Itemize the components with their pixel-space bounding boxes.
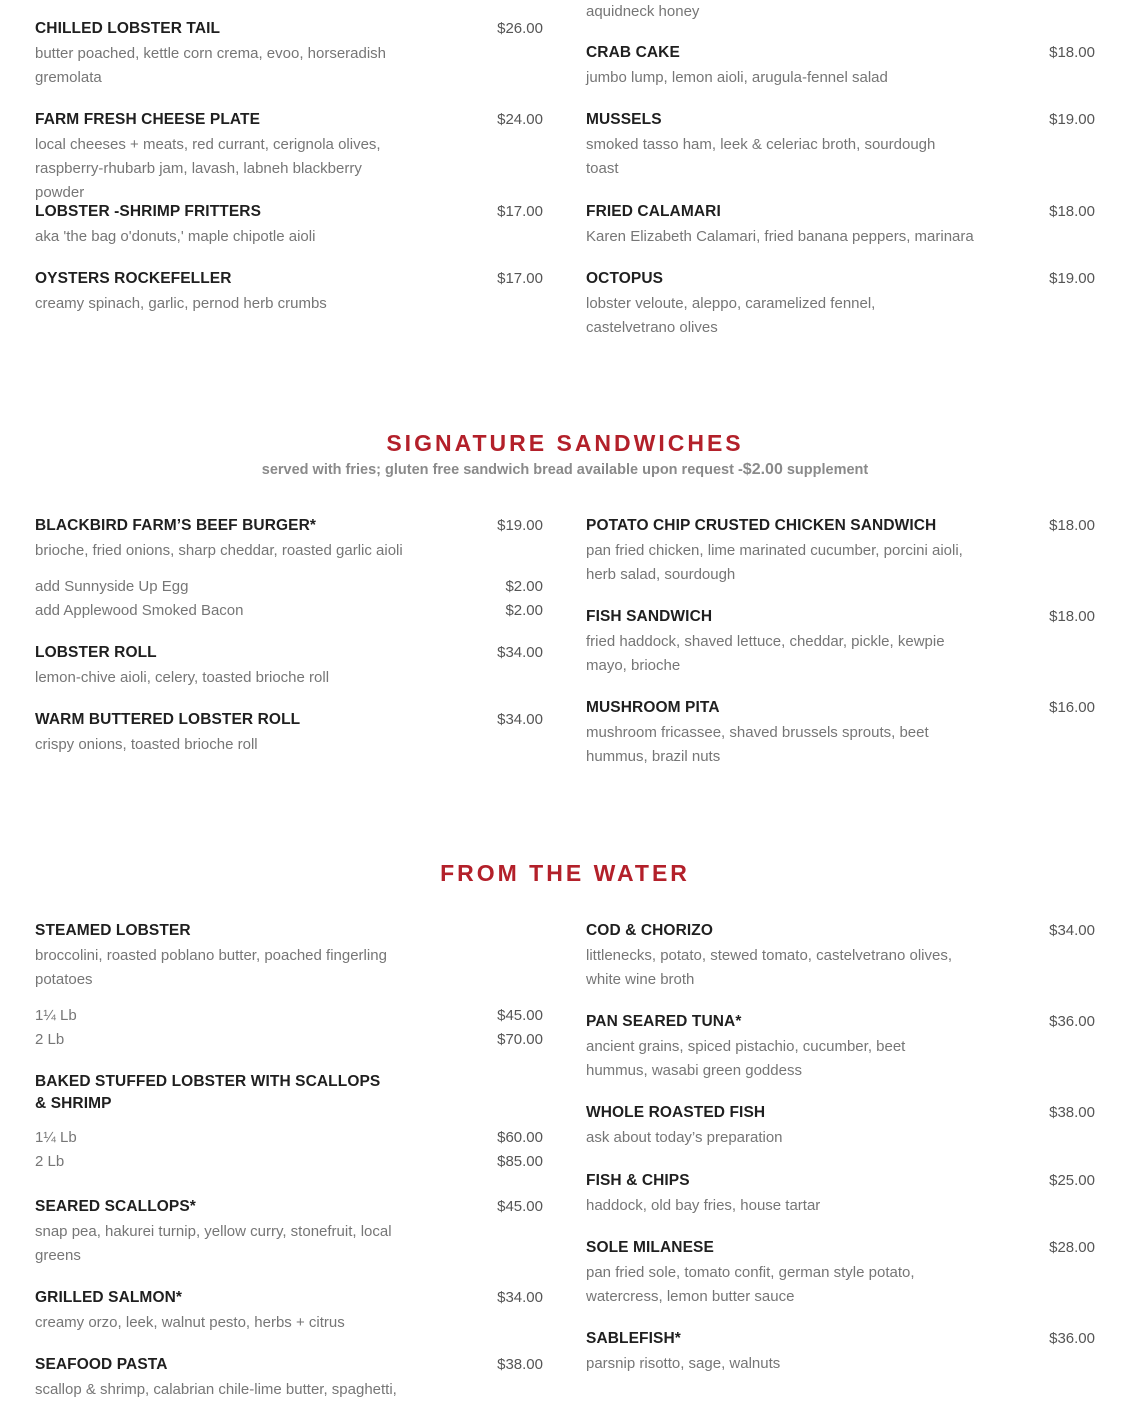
item-option [35, 1004, 543, 1028]
option-price: $85.00 [497, 1153, 543, 1170]
item-price: $36.00 [1049, 1013, 1095, 1030]
menu-item [35, 109, 543, 205]
menu-item [586, 1170, 1095, 1218]
item-name: WHOLE ROASTED FISH [586, 1104, 766, 1121]
menu-item [35, 920, 543, 1052]
item-price: $16.00 [1049, 699, 1095, 716]
item-price: $24.00 [497, 111, 543, 128]
item-price: $25.00 [1049, 1172, 1095, 1189]
item-description: smoked tasso ham, leek & celeriac broth, sourdough toast [586, 136, 936, 177]
item-description: littlenecks, potato, stewed tomato, castelvetrano olives, white wine broth [586, 947, 953, 988]
section-subtitle-sandwiches [0, 461, 1130, 479]
menu-item [586, 515, 1095, 587]
option-label: 2 Lb [35, 1031, 65, 1048]
subtitle-text: served with fries; gluten free sandwich bread available upon request - [261, 462, 743, 478]
item-description: haddock, old bay fries, house tartar [586, 1197, 821, 1214]
menu-item [586, 42, 1095, 90]
menu-item [586, 606, 1095, 678]
menu-item [35, 642, 543, 690]
item-name: FISH SANDWICH [586, 608, 713, 625]
item-description: creamy orzo, leek, walnut pesto, herbs + citrus [35, 1314, 345, 1331]
menu-item [586, 920, 1095, 992]
menu-item [586, 268, 1095, 340]
item-price: $19.00 [1049, 111, 1095, 128]
item-price: $18.00 [1049, 608, 1095, 625]
item-description-fragment: aquidneck honey [586, 3, 700, 20]
item-description: crispy onions, toasted brioche roll [35, 736, 258, 753]
item-description: local cheeses + meats, red currant, cerignola olives, raspberry-rhubarb jam, lavash, labneh blackberry powder [35, 136, 381, 201]
item-description: pan fried sole, tomato confit, german style potato, watercress, lemon butter sauce [586, 1264, 915, 1305]
item-description: ancient grains, spiced pistachio, cucumber, beet hummus, wasabi green goddess [586, 1038, 906, 1079]
subtitle-price: $2.00 [742, 461, 783, 478]
item-description: lemon-chive aioli, celery, toasted brioche roll [35, 669, 330, 686]
item-description: aka 'the bag o'donuts,' maple chipotle aioli [35, 228, 316, 245]
item-name: CHILLED LOBSTER TAIL [35, 20, 221, 37]
item-description: parsnip risotto, sage, walnuts [586, 1355, 781, 1372]
item-name: SABLEFISH* [586, 1330, 681, 1347]
item-description: ask about today’s preparation [586, 1129, 783, 1146]
menu-item [35, 1071, 543, 1174]
item-price: $18.00 [1049, 517, 1095, 534]
option-price: $60.00 [497, 1129, 543, 1146]
option-label: add Applewood Smoked Bacon [35, 602, 244, 619]
item-option [35, 1028, 543, 1052]
item-name: MUSSELS [586, 111, 662, 128]
menu-item [35, 1196, 543, 1268]
item-name: POTATO CHIP CRUSTED CHICKEN SANDWICH [586, 517, 937, 534]
item-option [35, 599, 543, 623]
item-description: jumbo lump, lemon aioli, arugula-fennel salad [586, 69, 888, 86]
menu-item [586, 1328, 1095, 1376]
item-name: BLACKBIRD FARM’S BEEF BURGER* [35, 517, 317, 534]
item-description: butter poached, kettle corn crema, evoo, horseradish gremolata [35, 45, 387, 86]
item-description: Karen Elizabeth Calamari, fried banana peppers, marinara [586, 228, 974, 245]
item-description: broccolini, roasted poblano butter, poached fingerling potatoes [35, 947, 387, 988]
section-title-water: FROM THE WATER [440, 860, 690, 886]
menu-item [35, 709, 543, 757]
item-description: snap pea, hakurei turnip, yellow curry, stonefruit, local greens [35, 1223, 392, 1264]
item-price: $34.00 [497, 711, 543, 728]
option-label: add Sunnyside Up Egg [35, 578, 189, 595]
item-description: mushroom fricassee, shaved brussels sprouts, beet hummus, brazil nuts [586, 724, 929, 765]
menu-item [586, 201, 1095, 249]
item-price: $45.00 [497, 1198, 543, 1215]
item-name: SEAFOOD PASTA [35, 1356, 168, 1373]
menu-item [586, 1237, 1095, 1309]
item-name: LOBSTER ROLL [35, 644, 157, 661]
menu-item [586, 1011, 1095, 1083]
item-description: brioche, fried onions, sharp cheddar, roasted garlic aioli [35, 542, 403, 559]
item-name: GRILLED SALMON* [35, 1289, 183, 1306]
option-label: 2 Lb [35, 1153, 65, 1170]
item-option [35, 1126, 543, 1150]
section-title-sandwiches: SIGNATURE SANDWICHES [386, 430, 744, 456]
item-price: $18.00 [1049, 203, 1095, 220]
item-description: pan fried chicken, lime marinated cucumber, porcini aioli, herb salad, sourdough [586, 542, 963, 583]
item-price: $36.00 [1049, 1330, 1095, 1347]
item-description: lobster veloute, aleppo, caramelized fennel, castelvetrano olives [586, 295, 876, 336]
item-price: $26.00 [497, 20, 543, 37]
item-name: FARM FRESH CHEESE PLATE [35, 111, 261, 128]
menu-item [586, 1102, 1095, 1150]
item-price: $34.00 [1049, 922, 1095, 939]
item-name: MUSHROOM PITA [586, 699, 720, 716]
item-name: BAKED STUFFED LOBSTER WITH SCALLOPS & SHRIMP [35, 1073, 381, 1112]
item-name: CRAB CAKE [586, 44, 680, 61]
menu-item [35, 1287, 543, 1335]
option-price: $2.00 [505, 578, 543, 595]
item-price: $17.00 [497, 270, 543, 287]
item-name: LOBSTER -SHRIMP FRITTERS [35, 203, 262, 220]
menu-item [586, 697, 1095, 769]
option-price: $45.00 [497, 1007, 543, 1024]
item-name: OYSTERS ROCKEFELLER [35, 270, 232, 287]
item-price: $38.00 [497, 1356, 543, 1373]
item-price: $28.00 [1049, 1239, 1095, 1256]
item-price: $18.00 [1049, 44, 1095, 61]
menu-item [586, 109, 1095, 181]
item-name: FRIED CALAMARI [586, 203, 721, 220]
item-description: scallop & shrimp, calabrian chile-lime butter, spaghetti, [35, 1381, 397, 1398]
menu-item [35, 268, 543, 316]
item-name: COD & CHORIZO [586, 922, 714, 939]
item-name: WARM BUTTERED LOBSTER ROLL [35, 711, 301, 728]
option-label: 1¼ Lb [35, 1007, 77, 1024]
item-name: PAN SEARED TUNA* [586, 1013, 742, 1030]
item-price: $19.00 [1049, 270, 1095, 287]
item-price: $17.00 [497, 203, 543, 220]
item-name: FISH & CHIPS [586, 1172, 690, 1189]
item-name: SEARED SCALLOPS* [35, 1198, 196, 1215]
menu-item [35, 201, 543, 249]
item-description: fried haddock, shaved lettuce, cheddar, pickle, kewpie mayo, brioche [586, 633, 945, 674]
item-option [35, 1150, 543, 1174]
subtitle-text-end: supplement [782, 462, 869, 478]
item-option [35, 575, 543, 599]
item-price: $34.00 [497, 644, 543, 661]
menu-item [35, 515, 543, 623]
item-description: creamy spinach, garlic, pernod herb crumbs [35, 295, 327, 312]
item-price: $38.00 [1049, 1104, 1095, 1121]
item-price: $19.00 [497, 517, 543, 534]
item-price: $34.00 [497, 1289, 543, 1306]
item-name: OCTOPUS [586, 270, 664, 287]
menu-item [35, 18, 543, 90]
item-name: SOLE MILANESE [586, 1239, 714, 1256]
option-label: 1¼ Lb [35, 1129, 77, 1146]
item-name: STEAMED LOBSTER [35, 922, 191, 939]
option-price: $2.00 [505, 602, 543, 619]
option-price: $70.00 [497, 1031, 543, 1048]
menu-item [35, 1354, 543, 1402]
